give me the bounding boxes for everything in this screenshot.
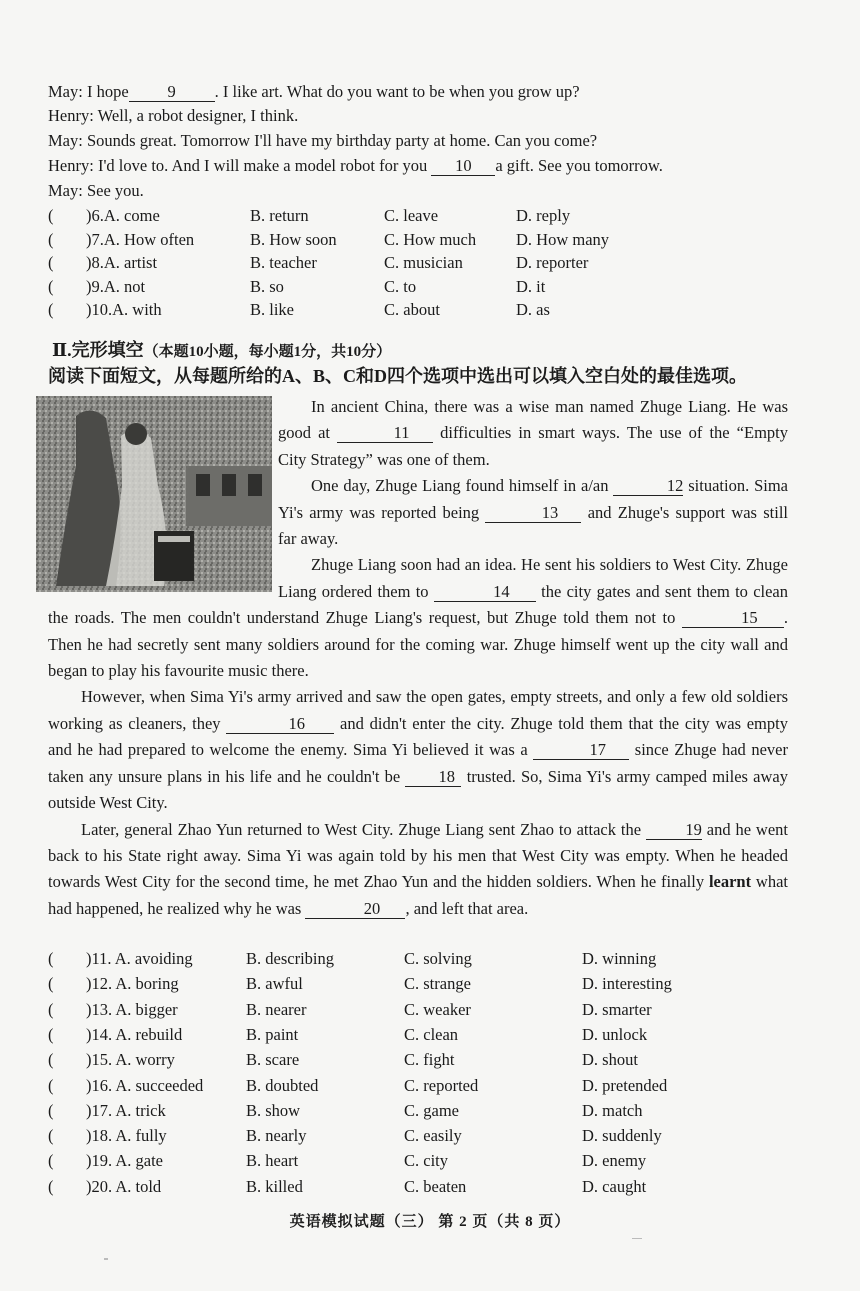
option-row [48,251,808,275]
option-b: B. describing [246,949,334,968]
option-b: B. nearly [246,1126,307,1146]
option-num: )15. A. worry [86,1050,175,1070]
speaker: Henry: [48,156,94,175]
option-b: B. awful [246,974,303,994]
passage-text: In ancient China, there was a wise man named Zhuge Liang. He was good at [278,397,788,443]
blank-18: 18 [405,768,461,787]
blank-13: 13 [485,504,581,523]
option-num: )9.A. not [86,276,146,296]
option-num: )11. A. avoiding [86,949,193,968]
section-heading: Ⅱ.完形填空 [52,340,144,360]
answer-paren: ( [48,276,54,296]
option-row [48,972,808,996]
speaker: Henry: [48,106,94,125]
answer-paren: ( [48,300,54,320]
option-b: B. like [250,300,294,320]
option-d: D. interesting [582,974,672,994]
option-c: C. about [384,300,440,320]
answer-paren: ( [48,949,54,968]
option-row [48,1048,808,1072]
option-b: B. scare [246,1050,300,1070]
passage-text: One day, Zhuge Liang found himself in a/an [311,476,614,496]
dialogue-line-5 [48,179,144,203]
option-num: )8.A. artist [86,253,158,273]
option-b: B. How soon [250,229,337,249]
option-d: D. How many [516,229,610,249]
option-row [48,204,808,228]
dialogue-text: a gift. See you tomorrow. [495,156,663,175]
option-c: C. to [384,276,417,296]
section-instruction: 阅读下面短文，从每题所给的A、B、C和D四个选项中选出可以填入空白处的最佳选项。 [48,366,747,386]
option-b: B. paint [246,1024,299,1044]
zhuge-liang-illustration [36,394,278,596]
blank-19: 19 [646,821,702,840]
option-row [48,1149,808,1173]
passage-text: Zhuge Liang soon had an idea. He sent his soldiers to West City. Zhuge Liang ordered them to [278,555,788,601]
dialogue-line-4 [48,154,663,178]
option-num: )20. A. told [86,1176,162,1196]
option-c: C. solving [404,949,472,968]
option-row [48,1175,808,1199]
option-row [48,1099,808,1123]
illustration-image [36,396,272,592]
option-c: C. How much [384,229,477,249]
option-row [48,947,808,971]
speaker: May: [48,82,83,101]
answer-paren: ( [48,1050,54,1070]
option-d: D. unlock [582,1024,648,1044]
dialogue-line-3 [48,129,597,153]
passage-text: , and left that area. [405,898,529,918]
dialogue-text: . I like art. What do you want to be when you grow up? [214,82,580,101]
option-b: B. show [246,1100,301,1120]
answer-paren: ( [48,253,54,273]
option-c: C. game [404,1100,459,1120]
answer-paren: ( [48,1075,54,1095]
passage-text: since Zhuge had never taken any unsure plans in his life and he couldn't be [48,740,788,786]
option-c: C. clean [404,1024,459,1044]
option-d: D. pretended [582,1075,668,1095]
blank-12: 12 [613,477,683,496]
blank-15: 15 [682,609,784,628]
option-d: D. smarter [582,999,652,1019]
option-row [48,1124,808,1148]
option-c: C. leave [384,206,439,225]
option-c: C. musician [384,253,463,273]
dialogue-line-2 [48,104,298,128]
blank-16: 16 [226,715,334,734]
option-num: )16. A. succeeded [86,1075,204,1095]
option-c: C. city [404,1151,448,1171]
dialogue-text: I hope [82,82,129,101]
option-row [48,298,808,322]
blank-14: 14 [434,583,536,602]
option-num: )7.A. How often [86,229,195,249]
option-b: B. heart [246,1151,299,1171]
option-c: C. strange [404,974,471,994]
option-d: D. reporter [516,253,589,273]
answer-paren: ( [48,999,54,1019]
answer-paren: ( [48,1151,54,1171]
option-c: C. reported [404,1075,479,1095]
passage-text: Later, general Zhao Yun returned to West City. Zhuge Liang sent Zhao to attack the [81,819,646,839]
option-c: C. fight [404,1050,455,1070]
option-row [48,1074,808,1098]
blank-10: 10 [431,157,495,176]
option-d: D. shout [582,1050,638,1070]
answer-paren: ( [48,1176,54,1196]
option-num: )12. A. boring [86,974,179,994]
passage-text: the city gates and sent them to clean the roads. The men couldn't understand Zhuge Liang's request, but Zhuge told them not to [48,581,788,628]
option-b: B. return [250,206,309,225]
passage-text: . Then he had secretly sent many soldiers around for the coming war. Zhuge himself went up the city wall and began to play his favourite music there. [48,608,788,681]
passage-text: However, when Sima Yi's army arrived and saw the open gates, empty streets, and only a few old soldiers working as cleaners, they [48,687,788,733]
blank-11: 11 [337,424,433,443]
option-num: )6.A. come [86,206,160,225]
dialogue-text: I'd love to. And I will make a model robot for you [93,156,432,175]
option-d: D. winning [582,949,657,968]
option-c: C. easily [404,1126,462,1146]
answer-paren: ( [48,1024,54,1044]
option-num: )19. A. gate [86,1151,163,1171]
page-footer: 英语模拟试题（三） 第 2 页（共 8 页） [289,1214,571,1230]
option-row [48,998,808,1022]
speaker: May: [48,131,83,150]
option-d: D. suddenly [582,1126,662,1146]
option-b: B. teacher [250,253,317,273]
passage-text: situation. Sima Yi's army was reported being [278,476,788,522]
dialogue-text: Sounds great. Tomorrow I'll have my birthday party at home. Can you come? [82,131,598,150]
bold-word: learnt [708,872,752,892]
option-d: D. reply [516,206,571,225]
passage-text: trusted. So, Sima Yi's army camped miles away outside West City. [48,766,788,813]
passage-text: difficulties in smart ways. The use of the “Empty City Strategy” was one of them. [278,423,788,469]
option-c: C. weaker [404,999,471,1019]
option-num: )14. A. rebuild [86,1024,183,1044]
speaker: May: [48,181,83,200]
passage-text: and Zhuge's support was still far away. [278,502,788,549]
option-num: )13. A. bigger [86,999,178,1019]
cloze-passage [48,394,788,922]
blank-17: 17 [533,741,629,760]
answer-paren: ( [48,229,54,249]
answer-paren: ( [48,974,54,994]
option-num: )18. A. fully [86,1126,167,1146]
dialogue-text: See you. [82,181,144,200]
passage-text: and he went back to his State right away. Sima Yi was again told by his men that West City was empty. When he headed towards West City for the second time, he met Zhao Yun and the hidden soldiers. When he finally [48,819,788,892]
option-row [48,228,808,252]
option-row [48,1023,808,1047]
option-b: B. nearer [246,999,307,1019]
section-note: （本题10小题，每小题1分，共10分） [143,344,392,360]
option-num: )17. A. trick [86,1100,166,1120]
option-row [48,275,808,299]
section-title [52,336,391,362]
passage-text: what had happened, he realized why he was [48,872,789,918]
option-b: B. so [250,276,284,296]
scan-speck [104,1258,108,1260]
option-d: D. it [516,276,546,296]
blank-9: 9 [129,83,215,102]
scan-speck [632,1238,642,1239]
option-d: D. enemy [582,1151,647,1171]
option-num: )10.A. with [86,300,162,320]
option-d: D. caught [582,1176,647,1196]
option-c: C. beaten [404,1176,467,1196]
answer-paren: ( [48,1126,54,1146]
blank-20: 20 [305,900,405,919]
option-b: B. doubted [246,1075,319,1095]
answer-paren: ( [48,1100,54,1120]
option-d: D. as [516,300,550,320]
dialogue-line-1 [48,80,580,104]
option-d: D. match [582,1100,643,1120]
option-b: B. killed [246,1176,303,1196]
passage-text: and didn't enter the city. Zhuge told them that the city was empty and he had prepared to welcome the enemy. Sima Yi believed it was a [48,713,788,760]
dialogue-text: Well, a robot designer, I think. [93,106,299,125]
answer-paren: ( [48,206,54,225]
